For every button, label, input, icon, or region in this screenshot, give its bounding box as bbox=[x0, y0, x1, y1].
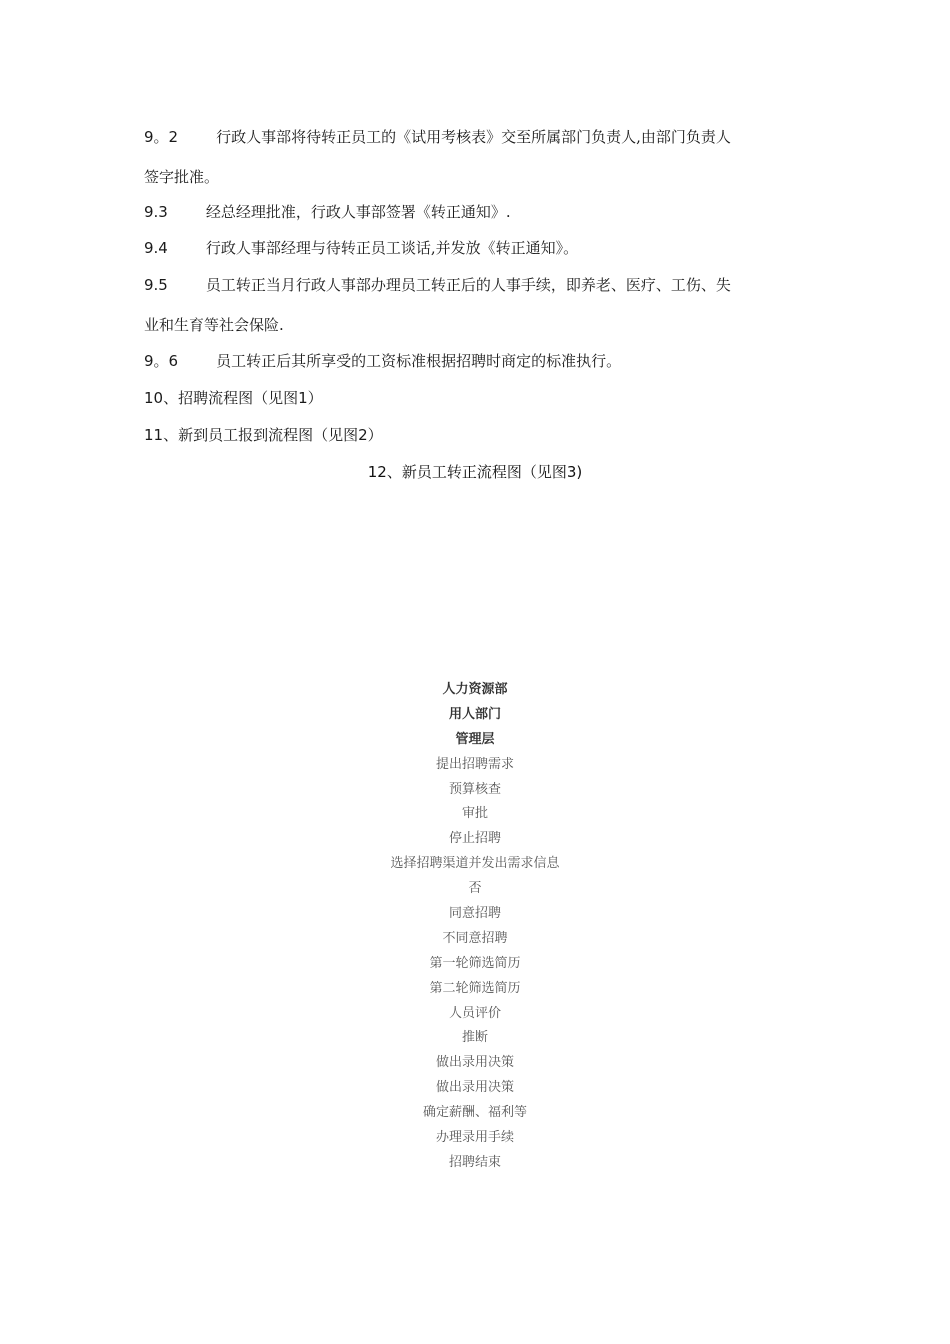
paragraph-text: 行政人事部将待转正员工的《试用考核表》交至所属部门负责人,由部门负责人 bbox=[216, 128, 731, 146]
flow-step: 不同意招聘 bbox=[442, 930, 508, 946]
paragraph-text: 、新到员工报到流程图（见图 bbox=[163, 426, 359, 444]
paragraph-text: 、招聘流程图（见图 bbox=[163, 389, 299, 407]
flow-step: 停止招聘 bbox=[448, 831, 501, 847]
paragraph-12: 12、新员工转正流程图（见图3) bbox=[367, 463, 583, 481]
figure-number: 1 bbox=[298, 389, 308, 407]
paragraph-text: 行政人事部经理与待转正员工谈话,并发放《转正通知》。 bbox=[205, 239, 579, 257]
flow-step: 招聘结束 bbox=[448, 1154, 501, 1170]
item-number: 9.3 bbox=[144, 203, 168, 221]
paragraph-text: 员工转正当月行政人事部办理员工转正后的人事手续，即养老、医疗、工伤、失 bbox=[205, 276, 731, 294]
paragraph-9-5-cont bbox=[144, 315, 800, 335]
flow-step: 审批 bbox=[461, 806, 488, 822]
paragraph-9-4 bbox=[144, 238, 800, 258]
paragraph-text: 员工转正后其所享受的工资标准根据招聘时商定的标准执行。 bbox=[216, 352, 622, 370]
lane-label: 用人部门 bbox=[448, 706, 501, 722]
flow-step: 做出录用决策 bbox=[435, 1080, 514, 1096]
lane-label: 管理层 bbox=[455, 731, 495, 747]
paragraph-9-2-cont bbox=[144, 167, 800, 187]
flow-step: 办理录用手续 bbox=[435, 1130, 514, 1146]
paragraph-text: 经总经理批准，行政人事部签署《转正通知》. bbox=[205, 203, 511, 221]
paragraph-11 bbox=[144, 425, 800, 445]
recruitment-flowchart bbox=[0, 680, 950, 1178]
flow-step: 做出录用决策 bbox=[435, 1055, 514, 1071]
paragraph-close: ） bbox=[307, 389, 323, 407]
item-number: 11 bbox=[144, 426, 164, 444]
flow-step: 人员评价 bbox=[448, 1005, 501, 1021]
paragraph-text: 签字批准。 bbox=[144, 168, 220, 186]
paragraph-9-6 bbox=[144, 351, 800, 371]
paragraph-9-5 bbox=[144, 275, 800, 295]
flow-step: 选择招聘渠道并发出需求信息 bbox=[390, 856, 560, 872]
item-number: 10 bbox=[144, 389, 164, 407]
flow-step: 否 bbox=[468, 881, 482, 897]
flow-step: 推断 bbox=[461, 1030, 488, 1046]
paragraph-10 bbox=[144, 388, 800, 408]
flow-step: 预算核查 bbox=[448, 781, 501, 797]
item-number: 9。2 bbox=[144, 128, 179, 146]
flow-step: 确定薪酬、福利等 bbox=[422, 1105, 527, 1121]
figure-number: 2 bbox=[358, 426, 368, 444]
lane-label: 人力资源部 bbox=[442, 682, 508, 697]
flow-step: 同意招聘 bbox=[448, 906, 501, 922]
paragraph-text: 业和生育等社会保险. bbox=[144, 316, 284, 334]
item-number: 9。6 bbox=[144, 352, 179, 370]
item-number: 9.4 bbox=[144, 239, 168, 257]
paragraph-9-2 bbox=[144, 127, 800, 147]
flow-step: 第二轮筛选简历 bbox=[429, 980, 521, 996]
flow-step: 第一轮筛选简历 bbox=[429, 955, 521, 971]
flow-step: 提出招聘需求 bbox=[435, 756, 514, 772]
paragraph-close: ） bbox=[367, 426, 383, 444]
item-number: 9.5 bbox=[144, 276, 168, 294]
paragraph-9-3 bbox=[144, 202, 800, 222]
